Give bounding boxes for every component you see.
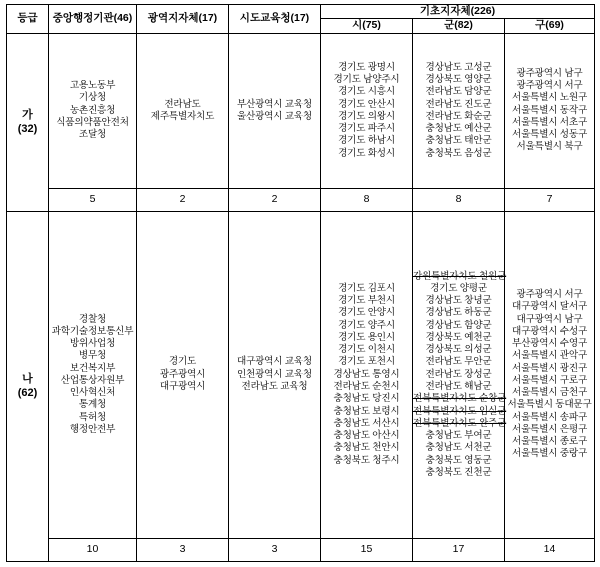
list-item: 서울특별시 동작구 bbox=[512, 104, 588, 116]
list-item: 충청남도 서천군 bbox=[425, 442, 492, 454]
list-item: 충청남도 아산시 bbox=[333, 430, 400, 442]
list-item: 과학기술정보통신부 bbox=[51, 325, 134, 337]
list-item: 충청남도 부여군 bbox=[425, 430, 492, 442]
cell-ga-metro bbox=[137, 33, 229, 188]
list-item: 서울특별시 성동구 bbox=[512, 129, 588, 141]
table-header bbox=[7, 5, 595, 34]
list-item: 전라남도 교육청 bbox=[241, 380, 308, 392]
list-item: 서울특별시 관악구 bbox=[512, 350, 588, 362]
count-ga-edu: 2 bbox=[229, 188, 321, 211]
list-item: 경기도 이천시 bbox=[338, 344, 395, 356]
count-ga-si: 8 bbox=[321, 188, 413, 211]
count-na-si: 15 bbox=[321, 539, 413, 562]
list-item: 광주광역시 서구 bbox=[516, 288, 583, 300]
count-ga-gun: 8 bbox=[413, 188, 505, 211]
cell-ga-gun bbox=[413, 33, 505, 188]
list-item: 경기도 양주시 bbox=[338, 319, 395, 331]
list-item: 광주광역시 서구 bbox=[516, 80, 583, 92]
cell-ga-gu bbox=[505, 33, 595, 188]
list-item: 전라남도 담양군 bbox=[425, 86, 492, 98]
count-na-central: 10 bbox=[49, 539, 137, 562]
list-item: 강원특별자치도 철원군 bbox=[413, 270, 507, 282]
list-item: 전라남도 진도군 bbox=[425, 98, 492, 110]
list-item: 서울특별시 구로구 bbox=[512, 374, 588, 386]
header-central-agency: 중앙행정기관(46) bbox=[49, 5, 137, 34]
list-item: 서울특별시 금천구 bbox=[512, 387, 588, 399]
list-item: 경기도 안양시 bbox=[338, 307, 395, 319]
list-item: 서울특별시 북구 bbox=[516, 141, 583, 153]
list-item: 광주광역시 남구 bbox=[516, 67, 583, 79]
list-item: 충청북도 청주시 bbox=[333, 454, 400, 466]
list-item: 전라남도 해남군 bbox=[425, 380, 492, 392]
list-item: 충청남도 예산군 bbox=[425, 123, 492, 135]
header-si: 시(75) bbox=[321, 19, 413, 33]
list-item: 경기도 남양주시 bbox=[333, 73, 400, 85]
list-item: 식품의약품안전처 bbox=[56, 116, 129, 128]
list-item: 산업통상자원부 bbox=[60, 374, 125, 386]
list-item: 농촌진흥청 bbox=[69, 104, 116, 116]
table-row-counts bbox=[7, 188, 595, 211]
header-gun: 군(82) bbox=[413, 19, 505, 33]
list-item: 부산광역시 수영구 bbox=[512, 338, 588, 350]
list-item: 부산광역시 교육청 bbox=[236, 98, 312, 110]
list-item: 행정안전부 bbox=[69, 423, 116, 435]
list-item: 경기도 용인시 bbox=[338, 331, 395, 343]
list-item: 특허청 bbox=[78, 411, 107, 423]
list-item: 방위사업청 bbox=[69, 338, 116, 350]
list-item: 전라남도 순천시 bbox=[333, 380, 400, 392]
rank-label: 나 bbox=[22, 373, 33, 386]
list-item: 충청북도 진천군 bbox=[425, 466, 492, 478]
list-item: 광주광역시 bbox=[159, 368, 206, 380]
cell-na-central bbox=[49, 211, 137, 538]
header-education-office: 시도교육청(17) bbox=[229, 5, 321, 34]
list-item: 기상청 bbox=[78, 92, 107, 104]
rank-cell-ga bbox=[7, 33, 49, 211]
list-item: 충청남도 보령시 bbox=[333, 405, 400, 417]
cell-na-edu bbox=[229, 211, 321, 538]
header-metropolitan: 광역지자체(17) bbox=[137, 5, 229, 34]
list-item: 충청남도 서산시 bbox=[333, 417, 400, 429]
table-row bbox=[7, 33, 595, 188]
count-na-metro: 3 bbox=[137, 539, 229, 562]
list-item: 경기도 하남시 bbox=[338, 135, 395, 147]
list-item: 전라남도 무안군 bbox=[425, 356, 492, 368]
cell-na-gun bbox=[413, 211, 505, 538]
cell-na-si bbox=[321, 211, 413, 538]
list-item: 경상북도 영양군 bbox=[425, 73, 492, 85]
list-item: 전라남도 화순군 bbox=[425, 110, 492, 122]
list-item: 서울특별시 은평구 bbox=[512, 423, 588, 435]
list-item: 전라남도 장성군 bbox=[425, 368, 492, 380]
list-item: 통계청 bbox=[78, 399, 107, 411]
list-item: 경기도 부천시 bbox=[338, 295, 395, 307]
rank-count: (62) bbox=[17, 387, 38, 400]
list-item: 대구광역시 남구 bbox=[516, 313, 583, 325]
rank-count: (32) bbox=[17, 123, 38, 136]
count-na-gun: 17 bbox=[413, 539, 505, 562]
list-item: 경상북도 예천군 bbox=[425, 331, 492, 343]
list-item: 제주특별자치도 bbox=[150, 110, 215, 122]
table-row-counts bbox=[7, 539, 595, 562]
list-item: 경상남도 함양군 bbox=[425, 319, 492, 331]
list-item: 전북특별자치도 순창군 bbox=[413, 393, 507, 405]
list-item: 경기도 화성시 bbox=[338, 147, 395, 159]
rank-cell-na bbox=[7, 211, 49, 561]
list-item: 경기도 포천시 bbox=[338, 356, 395, 368]
list-item: 경기도 광명시 bbox=[338, 61, 395, 73]
list-item: 경기도 안산시 bbox=[338, 98, 395, 110]
cell-na-gu bbox=[505, 211, 595, 538]
list-item: 전북특별자치도 완주군 bbox=[413, 417, 507, 429]
list-item: 경상남도 창녕군 bbox=[425, 295, 492, 307]
list-item: 경기도 김포시 bbox=[338, 282, 395, 294]
cell-ga-central bbox=[49, 33, 137, 188]
list-item: 서울특별시 광진구 bbox=[512, 362, 588, 374]
count-ga-central: 5 bbox=[49, 188, 137, 211]
rank-label: 가 bbox=[22, 109, 33, 122]
header-rank: 등급 bbox=[7, 5, 49, 34]
count-na-gu: 14 bbox=[505, 539, 595, 562]
list-item: 서울특별시 송파구 bbox=[512, 411, 588, 423]
list-item: 서울특별시 노원구 bbox=[512, 92, 588, 104]
list-item: 서울특별시 서초구 bbox=[512, 116, 588, 128]
list-item: 서울특별시 중랑구 bbox=[512, 448, 588, 460]
list-item: 경기도 시흥시 bbox=[338, 86, 395, 98]
list-item: 충청남도 천안시 bbox=[333, 442, 400, 454]
list-item: 충청북도 영동군 bbox=[425, 454, 492, 466]
list-item: 인천광역시 교육청 bbox=[236, 368, 312, 380]
agency-grade-table bbox=[6, 4, 595, 562]
list-item: 대구광역시 달서구 bbox=[512, 301, 588, 313]
list-item: 경상남도 하동군 bbox=[425, 307, 492, 319]
list-item: 경상북도 의성군 bbox=[425, 344, 492, 356]
list-item: 전북특별자치도 임실군 bbox=[413, 405, 507, 417]
table-row bbox=[7, 211, 595, 538]
list-item: 전라남도 bbox=[164, 98, 201, 110]
list-item: 대구광역시 교육청 bbox=[236, 356, 312, 368]
list-item: 경찰청 bbox=[78, 313, 107, 325]
list-item: 병무청 bbox=[78, 350, 107, 362]
list-item: 충청남도 당진시 bbox=[333, 393, 400, 405]
list-item: 인사혁신처 bbox=[69, 387, 116, 399]
list-item: 충청남도 태안군 bbox=[425, 135, 492, 147]
cell-ga-edu bbox=[229, 33, 321, 188]
count-ga-gu: 7 bbox=[505, 188, 595, 211]
header-row-1 bbox=[7, 5, 595, 19]
list-item: 조달청 bbox=[78, 129, 107, 141]
list-item: 서울특별시 동대문구 bbox=[507, 399, 592, 411]
table-body bbox=[7, 33, 595, 561]
cell-ga-si bbox=[321, 33, 413, 188]
list-item: 충청북도 음성군 bbox=[425, 147, 492, 159]
header-gu: 구(69) bbox=[505, 19, 595, 33]
list-item: 경상남도 고성군 bbox=[425, 61, 492, 73]
list-item: 대구광역시 수성구 bbox=[512, 325, 588, 337]
list-item: 경기도 bbox=[168, 356, 197, 368]
list-item: 경기도 양평군 bbox=[430, 282, 487, 294]
cell-na-metro bbox=[137, 211, 229, 538]
list-item: 경상남도 통영시 bbox=[333, 368, 400, 380]
list-item: 경기도 파주시 bbox=[338, 123, 395, 135]
list-item: 울산광역시 교육청 bbox=[236, 110, 312, 122]
list-item: 보건복지부 bbox=[69, 362, 116, 374]
header-local-government-group: 기초지자체(226) bbox=[321, 5, 595, 19]
list-item: 대구광역시 bbox=[159, 380, 206, 392]
count-ga-metro: 2 bbox=[137, 188, 229, 211]
list-item: 고용노동부 bbox=[69, 80, 116, 92]
list-item: 서울특별시 종로구 bbox=[512, 436, 588, 448]
count-na-edu: 3 bbox=[229, 539, 321, 562]
list-item: 경기도 의왕시 bbox=[338, 110, 395, 122]
